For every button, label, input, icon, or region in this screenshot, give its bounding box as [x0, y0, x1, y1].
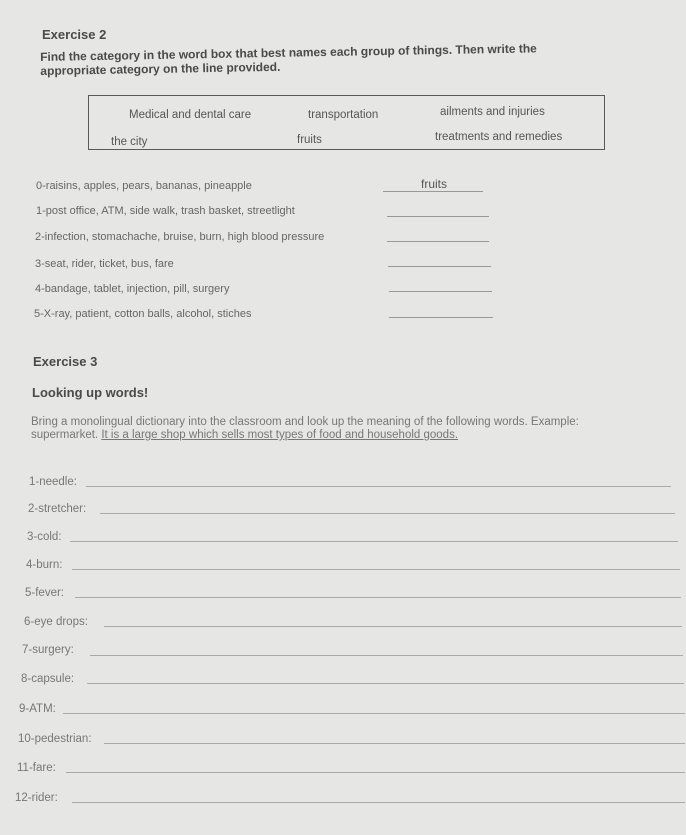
- answer-line[interactable]: [389, 291, 492, 292]
- definition-line[interactable]: [90, 655, 683, 656]
- exercise-2-title: Exercise 2: [42, 27, 107, 42]
- exercise-3-instructions-line2: [31, 429, 681, 442]
- lookup-word: 9-ATM:: [19, 703, 56, 715]
- answer-line[interactable]: [389, 317, 493, 318]
- example-word: supermarket.: [31, 429, 102, 441]
- category-item: 3-seat, rider, ticket, bus, fare: [35, 258, 174, 270]
- definition-line[interactable]: [75, 597, 681, 598]
- answer-field[interactable]: fruits: [421, 177, 448, 191]
- word-box-entry: ailments and injuries: [440, 106, 545, 118]
- definition-line[interactable]: [63, 713, 685, 714]
- category-item: 2-infection, stomachache, bruise, burn, high blood pressure: [35, 231, 325, 243]
- definition-line[interactable]: [86, 486, 671, 487]
- answer-line: [383, 191, 483, 192]
- word-box-entry: treatments and remedies: [435, 131, 563, 143]
- word-box-entry: the city: [111, 136, 148, 148]
- category-item: 1-post office, ATM, side walk, trash basket, streetlight: [36, 205, 295, 217]
- lookup-word: 4-burn:: [26, 559, 63, 571]
- exercise-3-subtitle: Looking up words!: [32, 385, 149, 400]
- definition-line[interactable]: [87, 683, 684, 684]
- category-item: 4-bandage, tablet, injection, pill, surgery: [35, 283, 230, 295]
- exercise-3-title: Exercise 3: [33, 354, 98, 369]
- definition-line[interactable]: [72, 569, 680, 570]
- lookup-word: 11-fare:: [17, 762, 56, 774]
- lookup-word: 3-cold:: [27, 531, 62, 543]
- category-item: 0-raisins, apples, pears, bananas, pineapple: [36, 180, 252, 192]
- lookup-word: 1-needle:: [29, 476, 77, 488]
- answer-line[interactable]: [387, 216, 489, 217]
- exercise-2-instructions-line2: appropriate category on the line provided.: [40, 59, 281, 78]
- definition-line[interactable]: [104, 743, 685, 744]
- exercise-2-instructions: [40, 41, 537, 78]
- exercise-3-instructions: [31, 416, 681, 442]
- word-box-entry: transportation: [308, 109, 379, 121]
- lookup-word: 10-pedestrian:: [18, 733, 92, 745]
- lookup-word: 7-surgery:: [22, 644, 74, 656]
- definition-line[interactable]: [70, 541, 678, 542]
- exercise-2-instructions-line1: Find the category in the word box that best names each group of things. Then write the: [40, 41, 537, 64]
- definition-line[interactable]: [104, 626, 682, 627]
- lookup-word: 2-stretcher:: [28, 503, 87, 515]
- word-box-entry: Medical and dental care: [129, 109, 252, 121]
- lookup-word: 6-eye drops:: [24, 616, 88, 628]
- lookup-word: 5-fever:: [25, 587, 64, 599]
- exercise-3-instructions-line1: Bring a monolingual dictionary into the classroom and look up the meaning of the following words. Example:: [31, 416, 579, 428]
- answer-line[interactable]: [388, 266, 491, 267]
- example-definition: It is a large shop which sells most types of food and household goods.: [101, 429, 459, 441]
- lookup-word: 12-rider:: [15, 792, 58, 804]
- word-box-entry: fruits: [297, 134, 322, 146]
- word-box: [88, 95, 605, 150]
- definition-line[interactable]: [66, 772, 685, 773]
- definition-line[interactable]: [100, 513, 675, 514]
- category-item: 5-X-ray, patient, cotton balls, alcohol, stiches: [34, 308, 252, 320]
- answer-line[interactable]: [387, 241, 489, 242]
- definition-line[interactable]: [72, 802, 685, 803]
- lookup-word: 8-capsule:: [21, 673, 75, 685]
